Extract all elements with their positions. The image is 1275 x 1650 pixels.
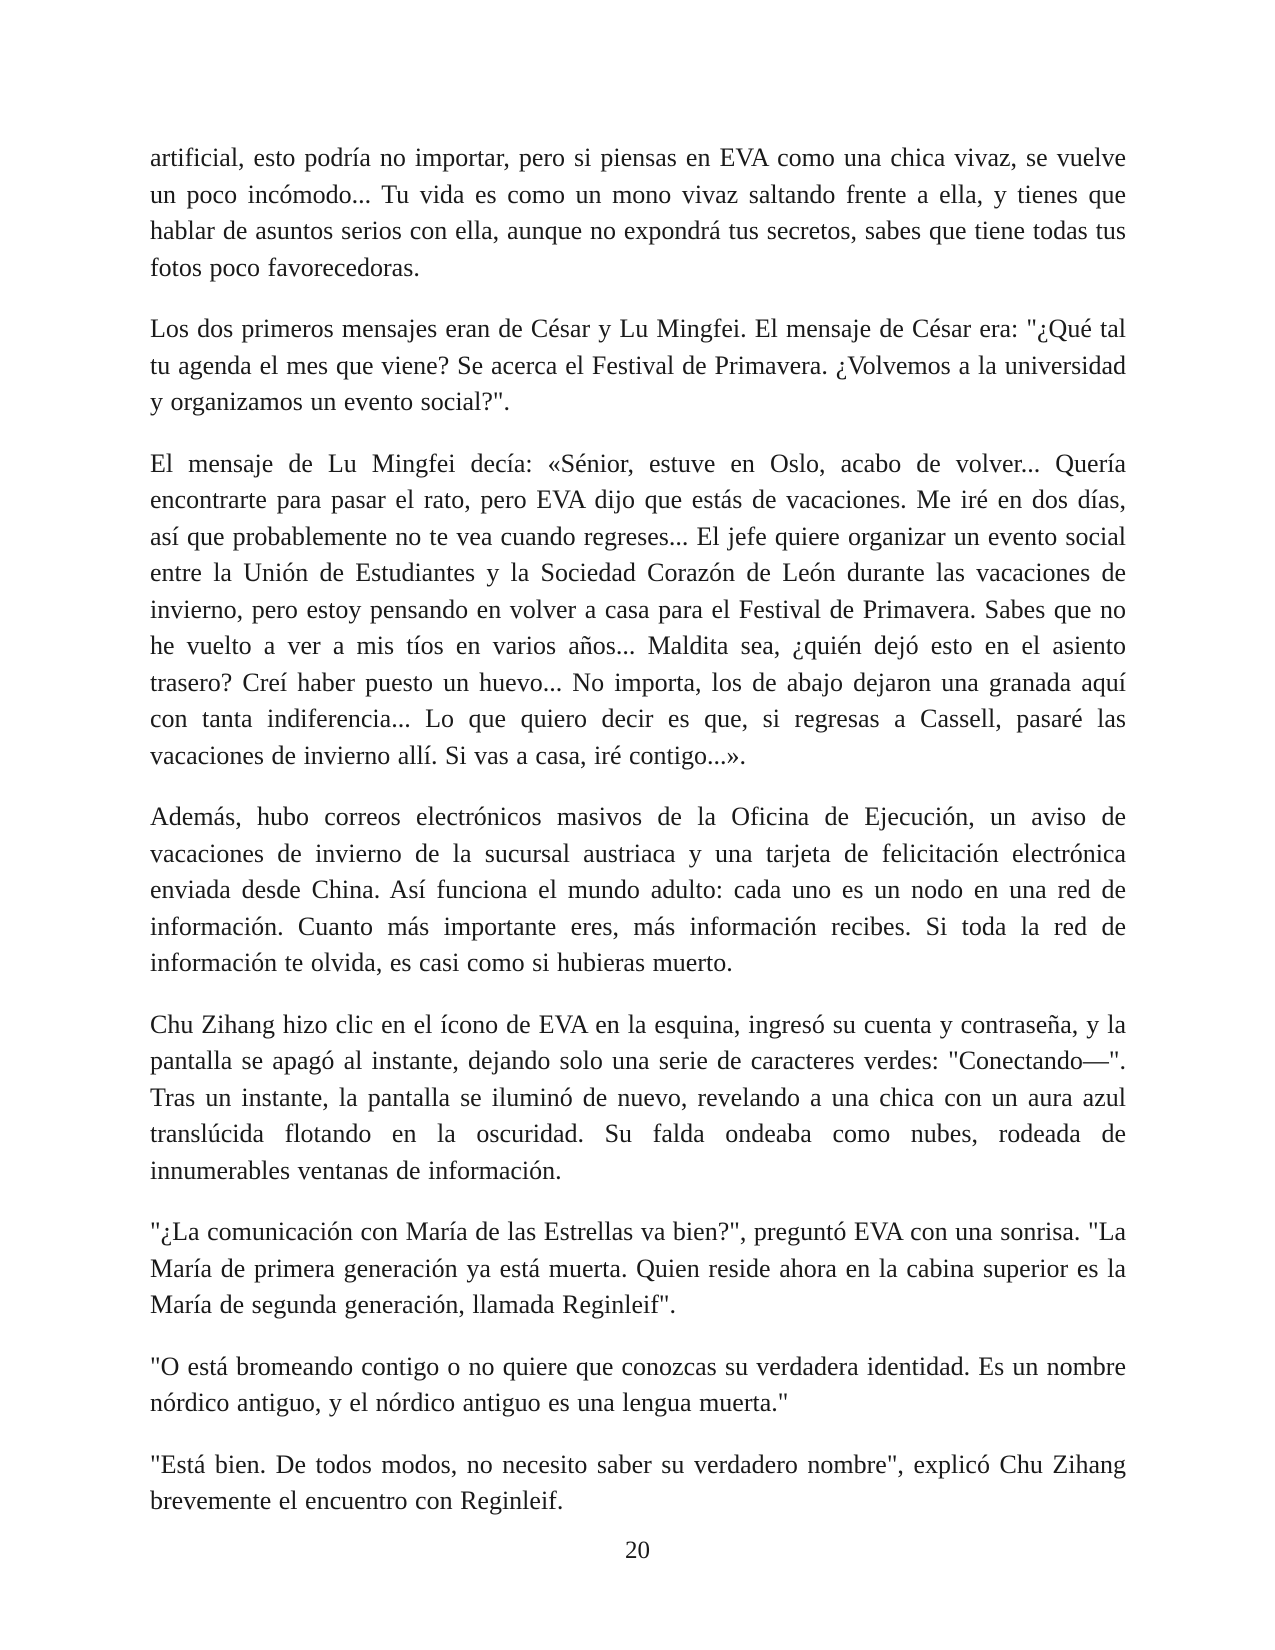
paragraph: "O está bromeando contigo o no quiere que conozcas su verdadera identidad. Es un nombre nórdico antiguo, y el nórdico antiguo es una lengua muerta.": [150, 1351, 1126, 1417]
page-number: 20: [625, 1537, 650, 1564]
paragraph: Chu Zihang hizo clic en el ícono de EVA en la esquina, ingresó su cuenta y contraseña, y la pantalla se apagó al instante, dejando solo una serie de caracteres verdes: "Conectando—". Tras un instante, la pantalla se iluminó de nuevo, revelando a una chica con un aura azul translúcida flotando en la oscuridad. Su falda ondeaba como nubes, rodeada de innumerables ventanas de información.: [150, 1009, 1126, 1185]
paragraph: artificial, esto podría no importar, pero si piensas en EVA como una chica vivaz, se vuelve un poco incómodo... Tu vida es como un mono vivaz saltando frente a ella, y tienes que hablar de asuntos serios con ella, aunque no expondrá tus secretos, sabes que tiene todas tus fotos poco favorecedoras.: [150, 143, 1126, 282]
paragraph: "¿La comunicación con María de las Estrellas va bien?", preguntó EVA con una sonrisa. "La María de primera generación ya está muerta. Quien reside ahora en la cabina superior es la María de segunda generación, llamada Reginleif".: [150, 1217, 1126, 1319]
paragraph: Además, hubo correos electrónicos masivos de la Oficina de Ejecución, un aviso de vacaciones de invierno de la sucursal austriaca y una tarjeta de felicitación electrónica enviada desde China. Así funciona el mundo adulto: cada uno es un nodo en una red de información. Cuanto más importante eres, más información recibes. Si toda la red de información te olvida, es casi como si hubieras muerto.: [150, 802, 1126, 977]
paragraph: "Está bien. De todos modos, no necesito saber su verdadero nombre", explicó Chu Zihang brevemente el encuentro con Reginleif.: [150, 1449, 1126, 1515]
paragraph: El mensaje de Lu Mingfei decía: «Sénior, estuve en Oslo, acabo de volver... Quería encontrarte para pasar el rato, pero EVA dijo que estás de vacaciones. Me iré en dos días, así que probablemente no te vea cuando regreses... El jefe quiere organizar un evento social entre la Unión de Estudiantes y la Sociedad Corazón de León durante las vacaciones de invierno, pero estoy pensando en volver a casa para el Festival de Primavera. Sabes que no he vuelto a ver a mis tíos en varios años... Maldita sea, ¿quién dejó esto en el asiento trasero? Creí haber puesto un huevo... No importa, los de abajo dejaron una granada aquí con tanta indiferencia... Lo que quiero decir es que, si regresas a Cassell, pasaré las vacaciones de invierno allí. Si vas a casa, iré contigo...».: [150, 448, 1126, 770]
paragraph: Los dos primeros mensajes eran de César y Lu Mingfei. El mensaje de César era: "¿Qué tal tu agenda el mes que viene? Se acerca el Festival de Primavera. ¿Volvemos a la universidad y organizamos un evento social?".: [150, 314, 1126, 416]
page-body-text: [150, 140, 1126, 1545]
